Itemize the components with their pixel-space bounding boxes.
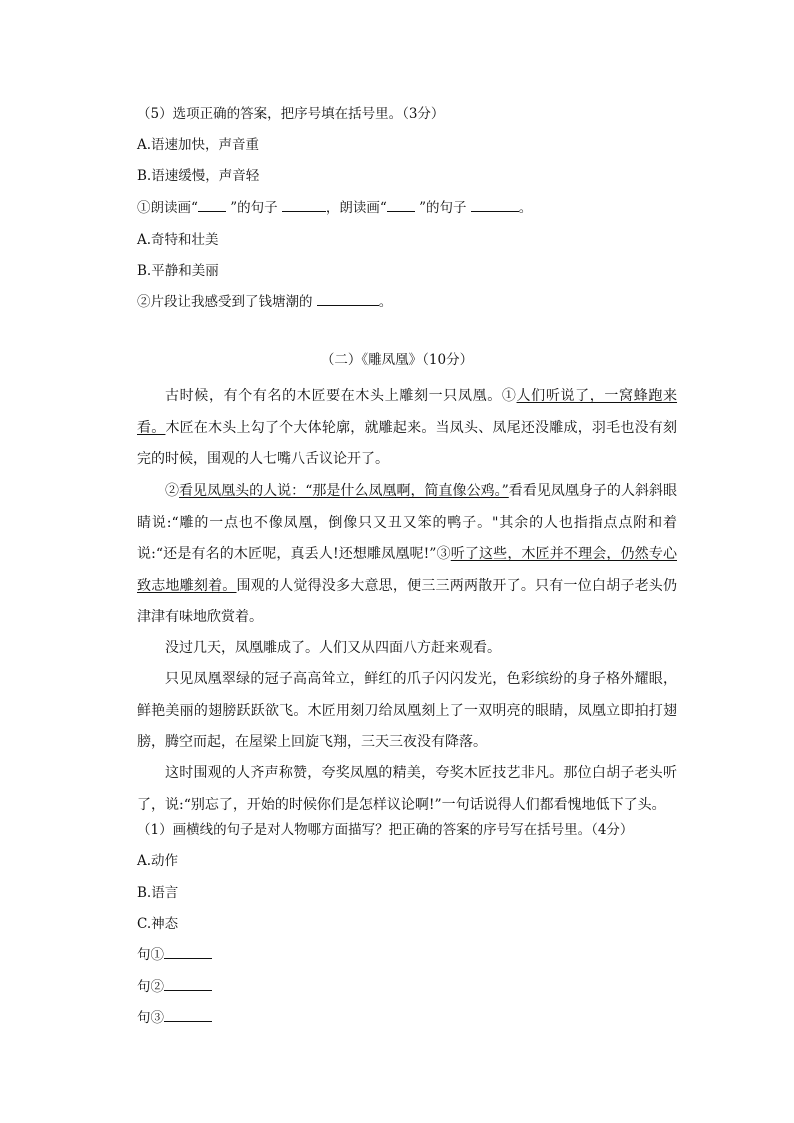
q1-option-a: A.动作 xyxy=(137,853,179,869)
underlined-sentence-2: 看见凤凰头的人说：“那是什么凤凰啊，简直像公鸡。” xyxy=(179,483,509,499)
answer-blank-s2[interactable] xyxy=(164,977,212,991)
q5-option-b2: B.平静和美丽 xyxy=(137,263,219,279)
q1-sentence-3: 句③ xyxy=(137,1008,212,1028)
passage-paragraph-3: 没过几天，凤凰雕成了。人们又从四面八方赶来观看。 xyxy=(165,640,501,656)
underlined-sentence-3: 听了这些，木匠并不理会，仍然专心致志地雕刻着。 xyxy=(137,546,677,594)
answer-blank-1[interactable] xyxy=(282,198,326,212)
section-title: （二）《雕凤凰》（10分） xyxy=(320,352,474,368)
passage-paragraph-1: 古时候，有个有名的木匠要在木头上雕刻一只凤凰。①人们听说了，一窝蜂跑来看。木匠在木头上勾了个大体轮廓，就雕起来。当凤头、凤尾还没雕成，羽毛也没有刻完的时候，围观的人七嘴八舌议论开了。 xyxy=(137,388,678,467)
q1-prompt: （1）画横线的句子是对人物哪方面描写？把正确的答案的序号写在括号里。（4分） xyxy=(137,822,634,838)
answer-blank-s3[interactable] xyxy=(164,1008,212,1022)
blank-mark-1[interactable] xyxy=(198,198,226,212)
answer-blank-2[interactable] xyxy=(471,198,519,212)
passage-paragraph-2: ②看见凤凰头的人说：“那是什么凤凰啊，简直像公鸡。”看看见凤凰身子的人斜斜眼睛说:“雕的一点也不像凤凰，倒像只又丑又笨的鸭子。"其余的人也指指点点附和着说:“还是有名的木匠呢，真丢人!还想雕凤凰呢!”③听了这些，木匠并不理会，仍然专心致志地雕刻着。围观的人觉得没多大意思，便三三两两散开了。只有一位白胡子老头仍津津有味地欣赏着。 xyxy=(137,483,678,625)
q5-option-a: A.语速加快，声音重 xyxy=(137,137,260,153)
q5-item-1: ①朗读画“ ”的句子 ，朗读画“ ”的句子 。 xyxy=(137,200,533,216)
q1-option-b: B.语言 xyxy=(137,885,179,901)
q1-sentence-2: 句② xyxy=(137,977,212,997)
passage-paragraph-4: 只见凤凰翠绿的冠子高高耸立，鲜红的爪子闪闪发光，色彩缤纷的身子格外耀眼，鲜艳美丽的翅膀跃跃欲飞。木匠用刻刀给凤凰刻上了一双明亮的眼睛，凤凰立即拍打翅膀，腾空而起，在屋梁上回旋飞翔，三天三夜没有降落。 xyxy=(137,671,677,750)
q1-option-c: C.神态 xyxy=(137,916,179,932)
q5-option-b: B.语速缓慢，声音轻 xyxy=(137,168,260,184)
q5-option-a2: A.奇特和壮美 xyxy=(137,232,219,248)
blank-mark-2[interactable] xyxy=(387,198,415,212)
underlined-sentence-1: 人们听说了，一窝蜂跑来看。 xyxy=(137,388,678,436)
answer-blank-s1[interactable] xyxy=(164,945,212,959)
q1-sentence-1: 句① xyxy=(137,945,212,965)
q5-item-2: ②片段让我感受到了钱塘潮的 。 xyxy=(137,294,393,310)
answer-blank-3[interactable] xyxy=(317,292,379,306)
passage-paragraph-5: 这时围观的人齐声称赞，夸奖凤凰的精美，夸奖木匠技艺非凡。那位白胡子老头听了，说:“别忘了，开始的时候你们是怎样议论啊!”一句话说得人们都看愧地低下了头。 xyxy=(137,765,677,813)
q5-prompt: （5）选项正确的答案，把序号填在括号里。（3分） xyxy=(137,106,445,122)
